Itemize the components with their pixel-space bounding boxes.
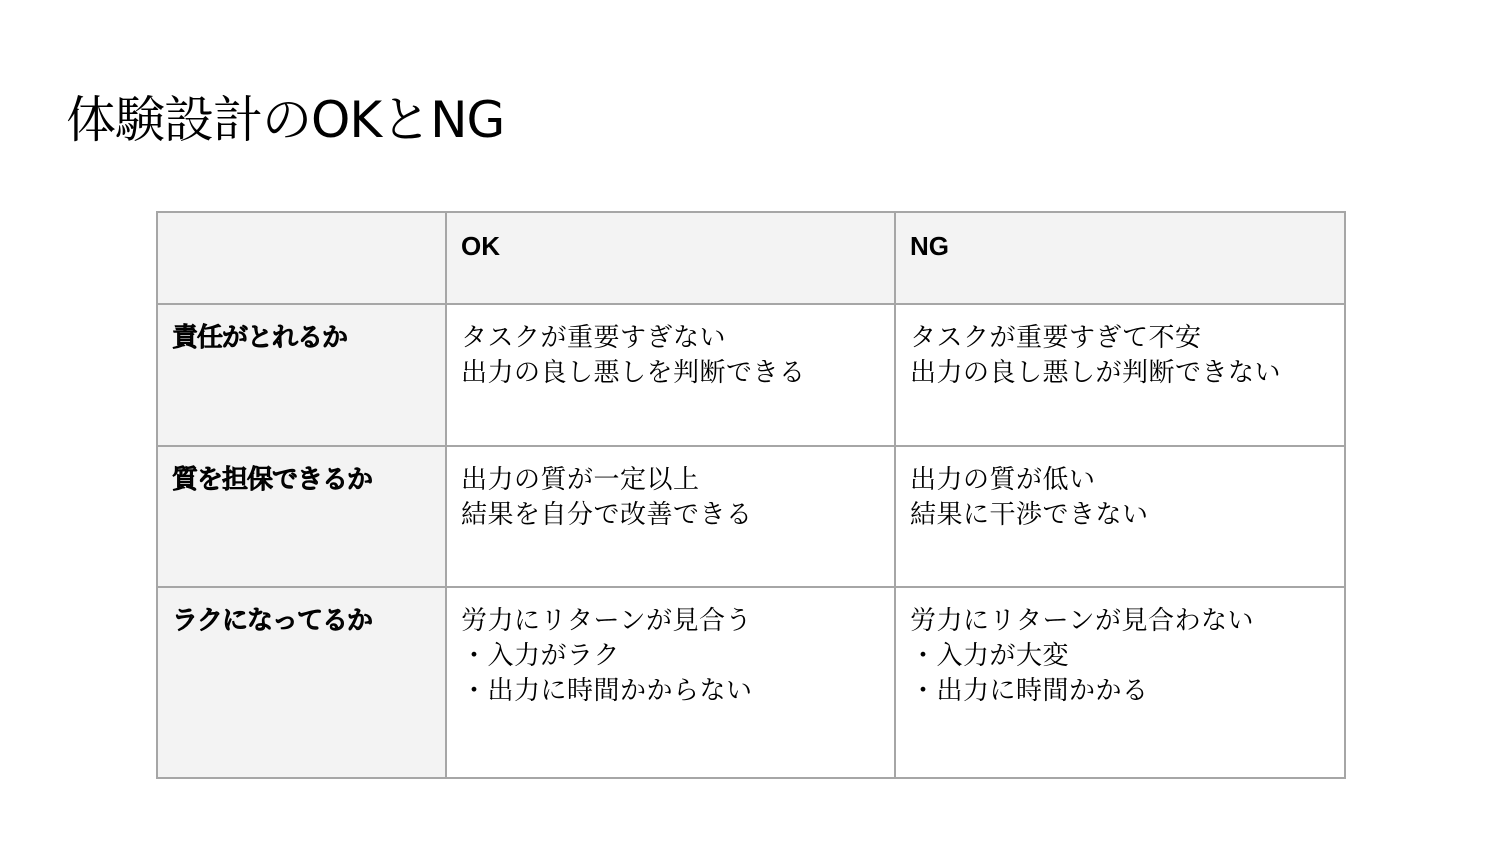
ok-cell-responsibility (446, 304, 895, 446)
comparison-table (156, 211, 1346, 779)
cell-line: ・出力に時間かかる (910, 676, 1149, 706)
cell-line: ・出力に時間かからない (461, 676, 753, 706)
table-row (157, 304, 1345, 446)
ng-cell-quality (895, 446, 1345, 587)
row-label-quality: 質を担保できるか (157, 446, 446, 587)
ng-cell-responsibility (895, 304, 1345, 446)
cell-line: 出力の良し悪しを判断できる (461, 358, 806, 388)
table-row (157, 587, 1345, 778)
cell-line: ・入力が大変 (910, 641, 1070, 671)
table-row (157, 446, 1345, 587)
cell-line: タスクが重要すぎない (461, 323, 727, 353)
row-label-ease: ラクになってるか (157, 587, 446, 778)
cell-line: ・入力がラク (461, 641, 621, 671)
slide-title: 体験設計のOKとNG (66, 91, 505, 149)
header-ok-cell: OK (446, 212, 895, 304)
cell-line: 労力にリターンが見合う (461, 606, 752, 636)
cell-line: 出力の良し悪しが判断できない (910, 358, 1282, 388)
cell-line: 結果に干渉できない (910, 500, 1149, 530)
header-ng-cell: NG (895, 212, 1345, 304)
cell-line: 出力の質が一定以上 (461, 465, 700, 495)
cell-line: 結果を自分で改善できる (461, 500, 753, 530)
row-label-responsibility: 責任がとれるか (157, 304, 446, 446)
ok-cell-ease (446, 587, 895, 778)
cell-line: 出力の質が低い (910, 465, 1096, 495)
table-header-row (157, 212, 1345, 304)
header-corner-cell (157, 212, 446, 304)
cell-line: 労力にリターンが見合わない (910, 606, 1254, 636)
ok-cell-quality (446, 446, 895, 587)
ng-cell-ease (895, 587, 1345, 778)
cell-line: タスクが重要すぎて不安 (910, 323, 1202, 353)
